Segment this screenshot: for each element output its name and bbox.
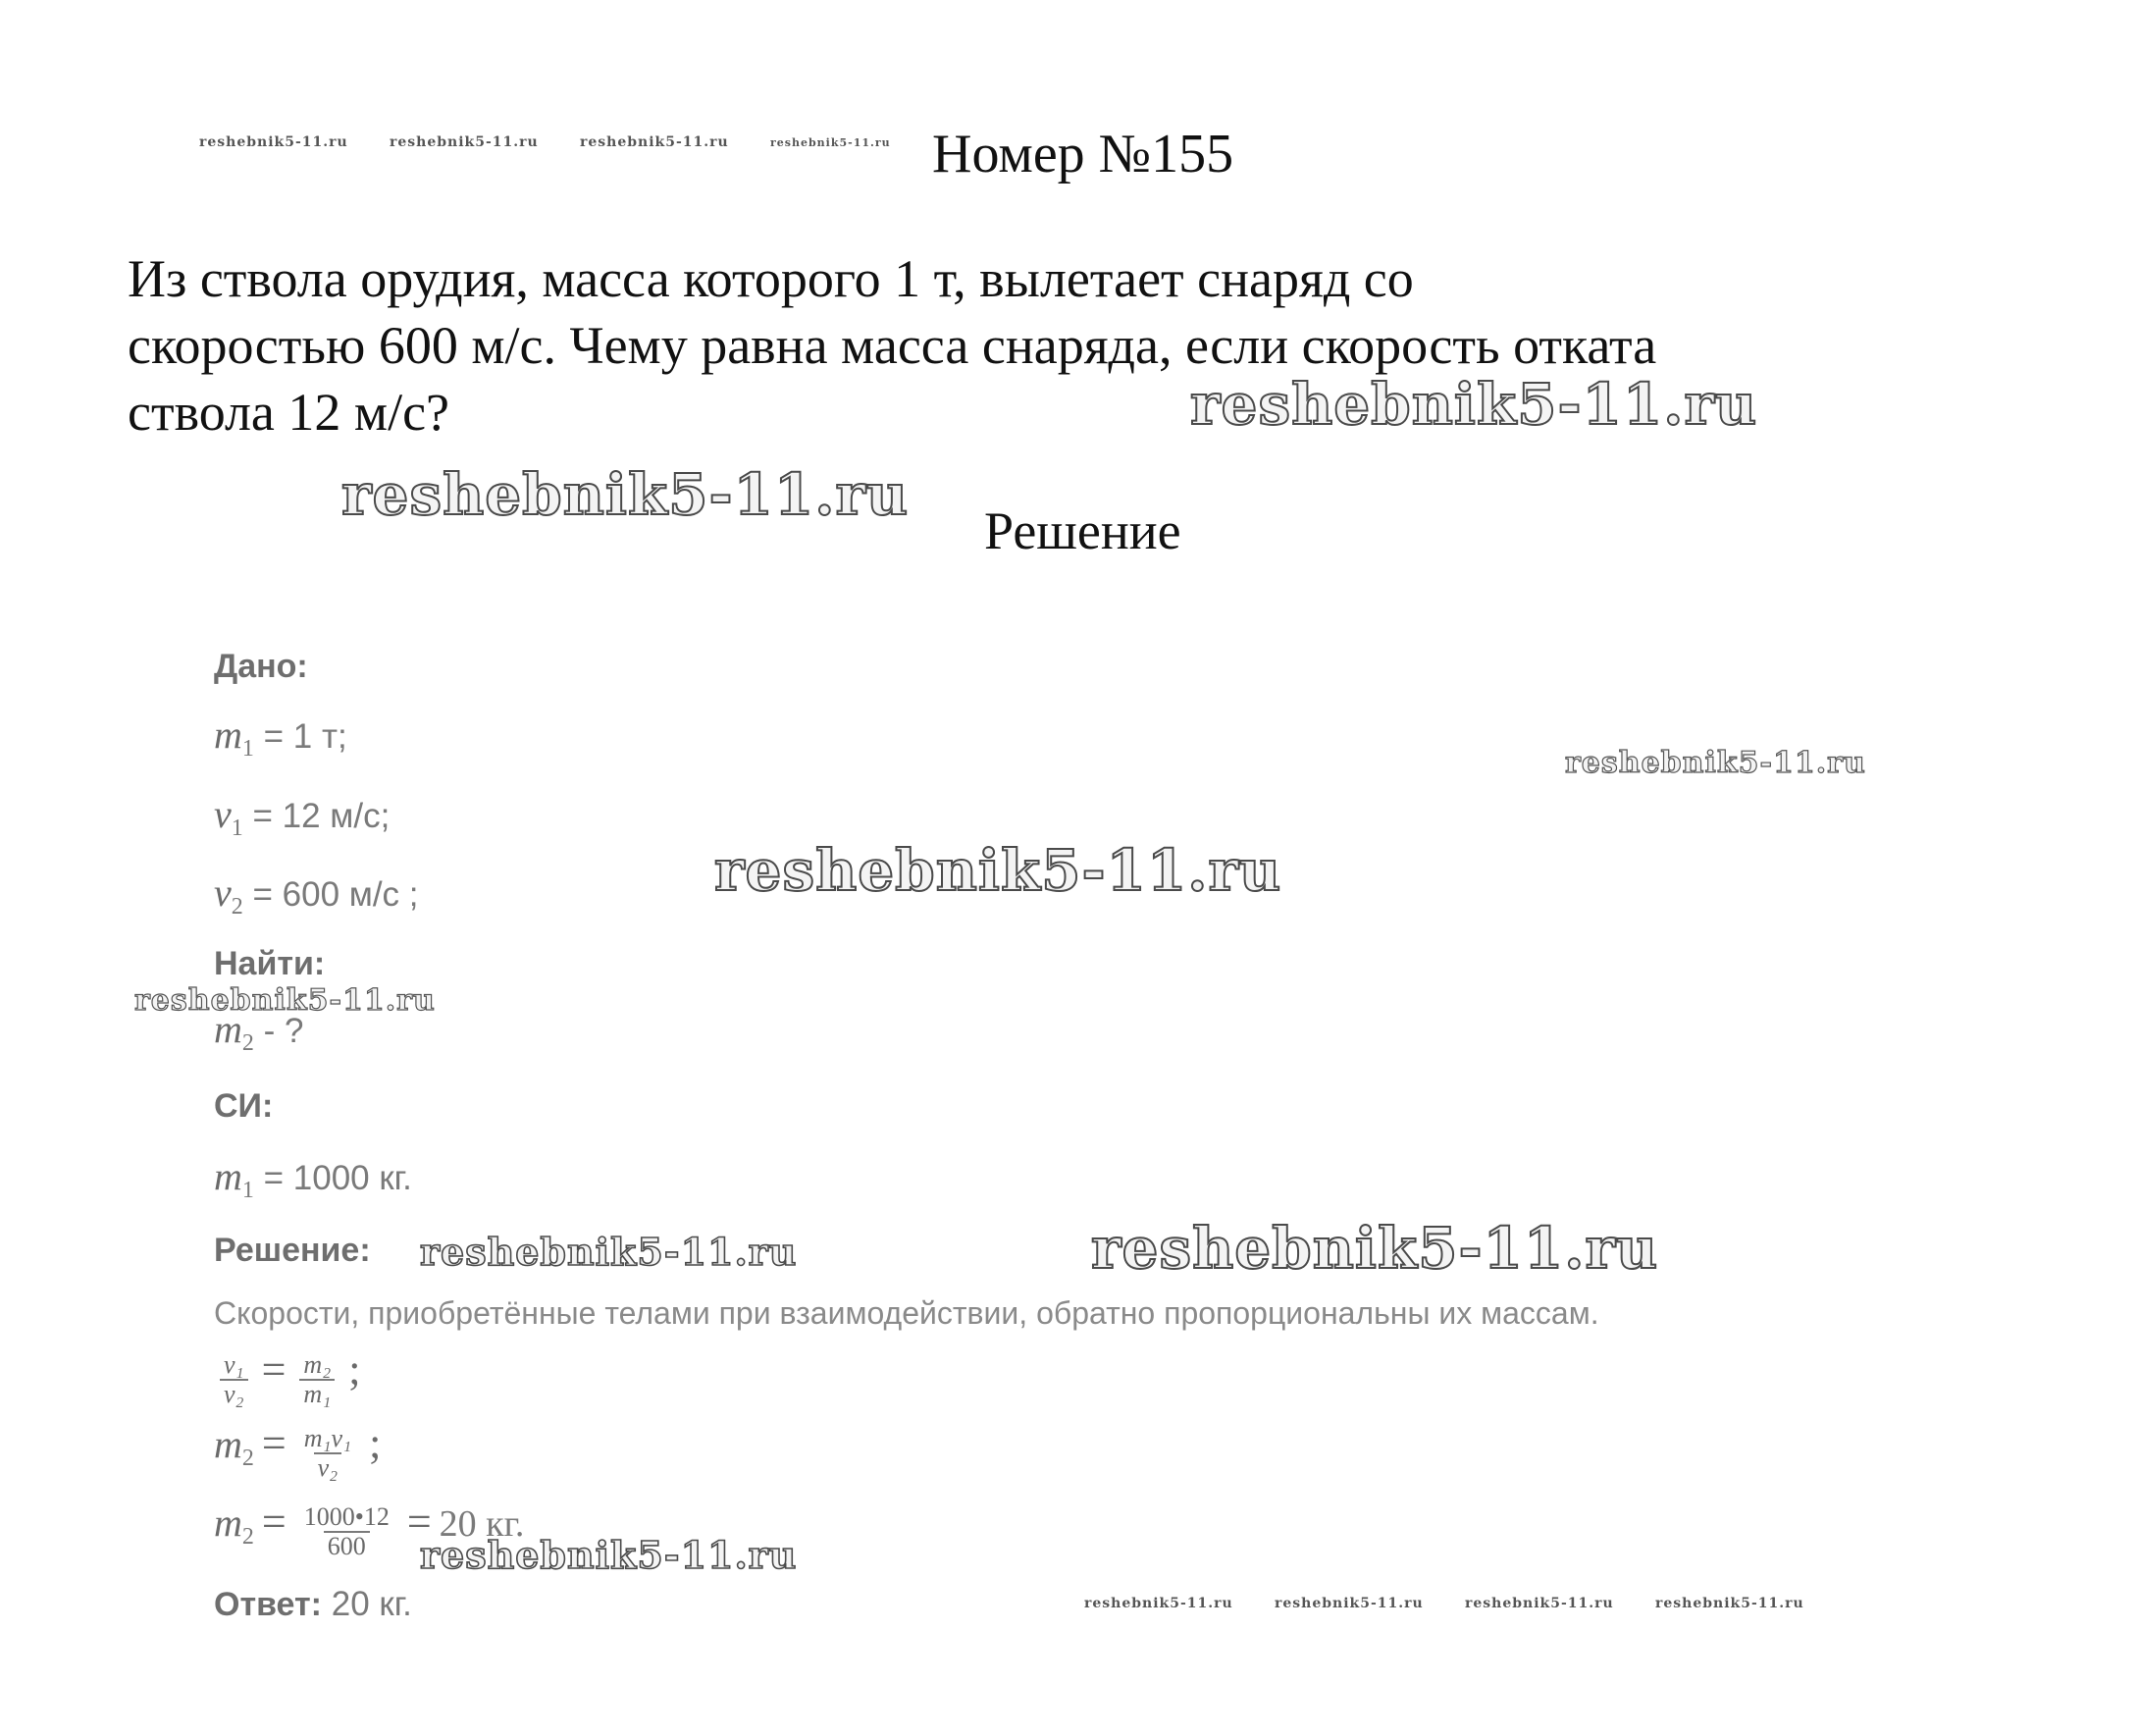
- value: = 1 т;: [253, 717, 347, 756]
- given-label: Дано:: [214, 648, 308, 685]
- watermark: reshebnik5-11.ru: [1655, 1596, 1804, 1611]
- numerator: 1000•12: [303, 1501, 390, 1531]
- result: 20 кг.: [439, 1503, 525, 1545]
- watermark: reshebnik5-11.ru: [770, 136, 891, 149]
- formula-m2: [214, 1418, 389, 1482]
- subscript: 2: [231, 894, 243, 920]
- equals-sign: =: [406, 1498, 432, 1546]
- equals-sign: =: [261, 1419, 287, 1467]
- problem-line-3: ствола 12 м/с?: [128, 383, 450, 442]
- subscript: 1: [231, 815, 243, 841]
- equals-sign: =: [261, 1345, 287, 1394]
- symbol: m: [214, 712, 242, 757]
- watermark: reshebnik5-11.ru: [420, 1533, 798, 1577]
- si-m1: [214, 1153, 412, 1204]
- numerator: m₂: [303, 1349, 332, 1379]
- watermark: reshebnik5-11.ru: [1084, 1596, 1233, 1611]
- answer: [214, 1585, 412, 1624]
- symbol: v: [214, 870, 232, 915]
- subscript: 1: [241, 1178, 254, 1203]
- answer-value: 20 кг.: [322, 1585, 412, 1623]
- watermark: reshebnik5-11.ru: [1091, 1215, 1659, 1282]
- answer-label: Ответ:: [214, 1586, 322, 1623]
- equals-sign: =: [261, 1498, 287, 1546]
- problem-line-1: Из ствола орудия, масса которого 1 т, вылетает снаряд со: [128, 249, 1414, 308]
- solution-label: Решение:: [214, 1232, 371, 1269]
- value: = 600 м/с ;: [242, 875, 419, 914]
- value: = 12 м/с;: [242, 797, 391, 835]
- fraction-right: [299, 1351, 335, 1408]
- watermark: reshebnik5-11.ru: [341, 461, 910, 528]
- denominator: 600: [324, 1531, 370, 1560]
- numerator: v₁: [224, 1349, 244, 1379]
- page-title: Номер №155: [932, 124, 1234, 184]
- numerator: m₁v₁: [303, 1423, 352, 1452]
- subscript: 1: [241, 736, 254, 762]
- semicolon: ;: [348, 1345, 361, 1394]
- solution-heading: Решение: [984, 501, 1181, 560]
- value: - ?: [253, 1012, 304, 1050]
- subscript: 2: [241, 1030, 254, 1056]
- symbol: m: [214, 1154, 242, 1198]
- lhs-symbol: m: [214, 1422, 242, 1466]
- lhs-subscript: 2: [241, 1446, 254, 1471]
- watermark: reshebnik5-11.ru: [1275, 1596, 1424, 1611]
- fraction-left: [220, 1351, 248, 1408]
- given-v2: [214, 869, 419, 921]
- denominator: v₂: [314, 1452, 342, 1482]
- lhs-subscript: 2: [241, 1524, 254, 1550]
- watermark: reshebnik5-11.ru: [420, 1230, 798, 1274]
- watermark: reshebnik5-11.ru: [390, 134, 539, 150]
- watermark: reshebnik5-11.ru: [714, 837, 1282, 904]
- find-label: Найти:: [214, 945, 326, 982]
- watermark: reshebnik5-11.ru: [199, 134, 348, 150]
- si-label: СИ:: [214, 1087, 274, 1125]
- fraction: [300, 1425, 355, 1482]
- problem-line-2: скоростью 600 м/с. Чему равна масса снаряда, если скорость отката: [128, 316, 1657, 375]
- watermark: reshebnik5-11.ru: [1465, 1596, 1614, 1611]
- fraction: [300, 1503, 393, 1560]
- given-m1: [214, 711, 347, 763]
- watermark: reshebnik5-11.ru: [134, 983, 436, 1018]
- formula-ratio: [214, 1344, 368, 1408]
- given-v1: [214, 791, 390, 842]
- lhs-symbol: m: [214, 1500, 242, 1545]
- watermark: reshebnik5-11.ru: [1190, 371, 1758, 438]
- solution-statement: Скорости, приобретённые телами при взаимодействии, обратно пропорциональны их массам.: [214, 1295, 1599, 1331]
- symbol: m: [214, 1007, 242, 1051]
- value: = 1000 кг.: [253, 1159, 412, 1197]
- watermark: reshebnik5-11.ru: [1565, 746, 1866, 780]
- semicolon: ;: [369, 1419, 382, 1467]
- symbol: v: [214, 792, 232, 836]
- watermark: reshebnik5-11.ru: [580, 134, 729, 150]
- denominator: v₂: [220, 1379, 248, 1408]
- denominator: m₁: [299, 1379, 335, 1408]
